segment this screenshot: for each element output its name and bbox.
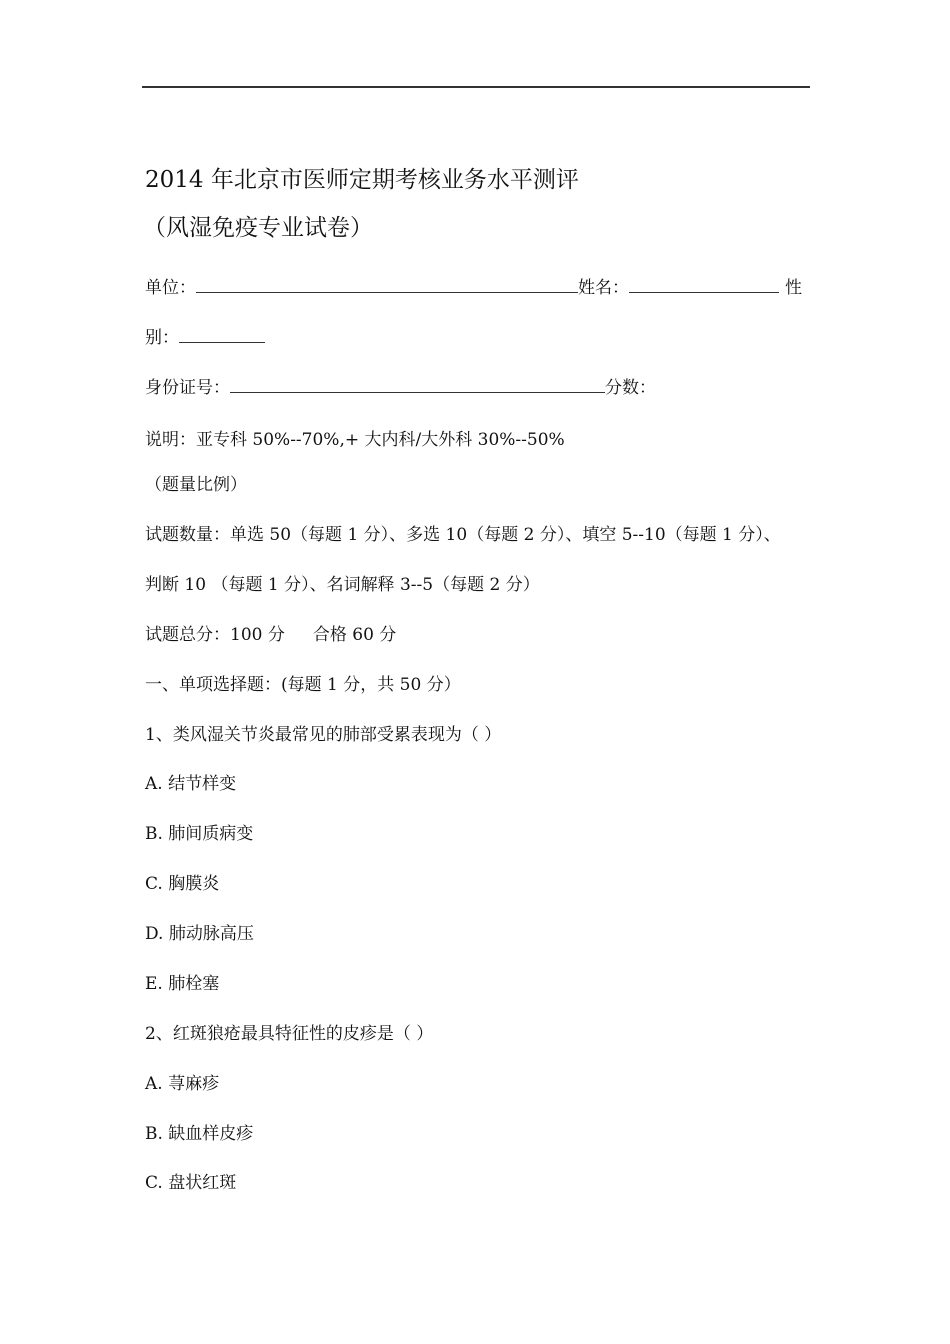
section-heading: 一、单项选择题：(每题 1 分，共 50 分） xyxy=(145,675,461,695)
option-1c: C. 胸膜炎 xyxy=(145,874,220,894)
option-2c: C. 盘状红斑 xyxy=(145,1173,237,1193)
gender-field[interactable] xyxy=(179,325,265,343)
question-stem: 2、红斑狼疮最具特征性的皮疹是（ ） xyxy=(145,1024,434,1044)
option-2b: B. 缺血样皮疹 xyxy=(145,1124,254,1144)
explanation-text: 说明：亚专科 50%--70%,+ 大内科/大外科 30%--50% xyxy=(145,430,565,450)
page-title: 2014 年北京市医师定期考核业务水平测评 xyxy=(145,167,579,193)
score-label: 分数： xyxy=(605,378,656,398)
id-label: 身份证号： xyxy=(145,378,230,398)
gender-label-part1: 性 xyxy=(785,278,802,298)
question-count-line-2: 判断 10 （每题 1 分）、名词解释 3--5（每题 2 分） xyxy=(145,575,540,595)
unit-name-row xyxy=(145,275,802,299)
option-1b: B. 肺间质病变 xyxy=(145,824,254,844)
option-1d: D. 肺动脉高压 xyxy=(145,924,254,944)
question-count-line-1: 试题数量：单选 50（每题 1 分）、多选 10（每题 2 分）、填空 5--10（每题 1 分）、 xyxy=(145,525,781,545)
option-1e: E. 肺栓塞 xyxy=(145,974,220,994)
id-score-row xyxy=(145,375,656,399)
top-rule xyxy=(142,86,810,88)
ratio-text: （题量比例） xyxy=(145,475,247,495)
id-field[interactable] xyxy=(230,375,605,393)
question-stem: 1、类风湿关节炎最常见的肺部受累表现为（ ） xyxy=(145,725,502,745)
name-field[interactable] xyxy=(629,275,779,293)
name-label: 姓名： xyxy=(578,278,629,298)
gender-row xyxy=(145,325,265,349)
unit-label: 单位： xyxy=(145,278,196,298)
total-score-text: 试题总分：100 分 xyxy=(145,625,285,645)
option-1a: A. 结节样变 xyxy=(145,774,237,794)
gender-label-part2: 别： xyxy=(145,328,179,348)
page-subtitle: （风湿免疫专业试卷） xyxy=(143,215,373,241)
unit-field[interactable] xyxy=(196,275,578,293)
total-score-row xyxy=(145,624,396,646)
pass-score-text: 合格 60 分 xyxy=(312,625,397,645)
option-2a: A. 荨麻疹 xyxy=(145,1074,220,1094)
